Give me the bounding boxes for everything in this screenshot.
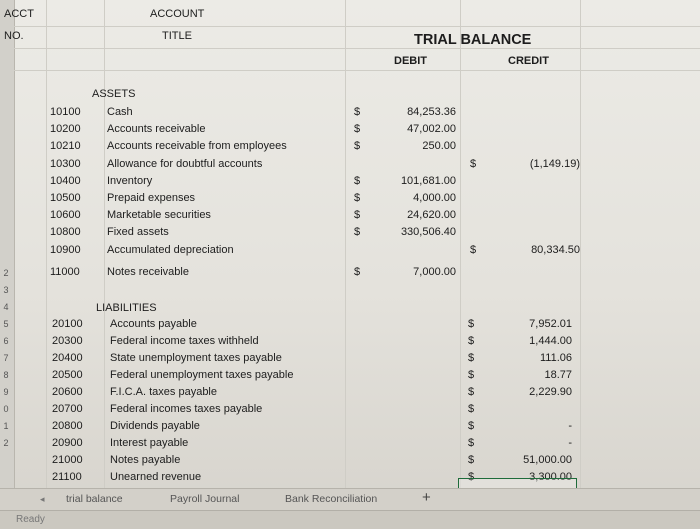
header-acct: ACCT [4,8,34,20]
account-number-cell: 20100 [52,318,83,330]
account-number-cell: 10900 [50,243,81,256]
account-title-cell: Allowance for doubtful accounts [107,157,263,170]
debit-currency-symbol: $ [354,106,361,118]
credit-currency-symbol: $ [468,352,475,364]
account-title-cell: Federal unemployment taxes payable [110,369,294,381]
debit-amount-cell: 4,000.00 [413,192,456,204]
account-number-cell: 20700 [52,403,83,415]
debit-currency-symbol: $ [354,192,361,204]
header-debit: DEBIT [394,55,427,67]
debit-currency-symbol: $ [354,209,361,222]
debit-amount-cell: 47,002.00 [407,123,456,136]
row-number[interactable]: 4 [3,302,9,312]
account-number-cell: 20500 [52,369,83,381]
debit-amount-cell: 330,506.40 [400,226,456,239]
tab-trial-balance[interactable]: trial balance [66,493,123,505]
credit-currency-symbol: $ [468,369,475,381]
account-number-cell: 20900 [52,437,83,449]
credit-amount-cell: 2,229.90 [529,386,572,398]
account-number-cell: 10400 [50,174,81,187]
credit-currency-symbol: $ [468,420,475,432]
debit-amount-cell: 24,620.00 [407,209,456,222]
credit-currency-symbol: $ [470,243,477,256]
account-number-cell: 20600 [52,386,83,398]
row-number[interactable]: 6 [3,336,9,346]
account-number-cell: 21000 [52,454,83,466]
credit-currency-symbol: $ [468,335,475,347]
account-title-cell: Notes receivable [107,265,189,278]
account-title-cell: Federal income taxes withheld [110,335,259,347]
debit-currency-symbol: $ [354,226,361,239]
credit-currency-symbol: $ [468,437,475,449]
debit-currency-symbol: $ [354,140,361,153]
account-number-cell: 11000 [50,265,80,278]
credit-amount-cell: 7,952.01 [529,318,572,330]
row-number[interactable]: 3 [3,285,9,295]
row-number[interactable]: 7 [3,353,9,363]
debit-currency-symbol: $ [354,174,361,187]
credit-currency-symbol: $ [470,157,477,170]
status-bar [0,510,700,529]
credit-currency-symbol: $ [468,454,475,466]
account-title-cell: Accounts receivable [107,123,206,136]
account-title-cell: F.I.C.A. taxes payable [110,386,217,398]
account-title-cell: Unearned revenue [110,471,202,483]
account-number-cell: 10100 [50,106,81,118]
credit-currency-symbol: $ [468,318,475,330]
tab-scroll-left-icon[interactable]: ◂ [40,494,45,504]
account-number-cell: 10300 [50,157,81,170]
row-number[interactable]: 2 [3,438,9,448]
account-title-cell: Marketable securities [107,209,211,222]
row-header-column[interactable] [0,0,15,500]
credit-amount-cell: - [568,437,572,449]
account-title-cell: Prepaid expenses [107,192,196,204]
account-title-cell: Notes payable [110,454,181,466]
account-title-cell: Dividends payable [110,420,200,432]
credit-amount-cell: 51,000.00 [523,454,572,466]
debit-currency-symbol: $ [354,123,361,136]
sheet-tab-bar [0,488,700,511]
credit-amount-cell: 1,444.00 [529,335,572,347]
account-title-cell: Inventory [107,174,153,187]
account-title-cell: Federal incomes taxes payable [110,403,263,415]
debit-amount-cell: 84,253.36 [407,106,456,118]
debit-currency-symbol: $ [354,265,361,278]
row-number[interactable]: 5 [3,319,9,329]
credit-amount-cell: - [568,420,572,432]
account-number-cell: 10210 [50,140,81,153]
row-number[interactable]: 2 [3,268,9,278]
liabilities-heading: LIABILITIES [96,302,157,314]
account-number-cell: 20400 [52,352,83,364]
status-text: Ready [16,514,45,525]
row-number[interactable]: 9 [3,387,9,397]
account-number-cell: 20800 [52,420,83,432]
row-number[interactable]: 0 [3,404,9,414]
account-number-cell: 10200 [50,123,81,136]
account-title-cell: Accounts payable [110,318,197,330]
debit-amount-cell: 250.00 [422,140,456,153]
account-title-cell: Cash [107,106,133,118]
account-number-cell: 10800 [50,226,81,239]
account-number-cell: 20300 [52,335,83,347]
account-number-cell: 10500 [50,192,81,204]
credit-amount-cell: 80,334.50 [531,243,580,256]
credit-currency-symbol: $ [468,403,475,415]
account-title-cell: Accumulated depreciation [107,243,234,256]
tab-payroll-journal[interactable]: Payroll Journal [170,493,240,505]
debit-amount-cell: 101,681.00 [400,174,456,187]
header-trial-balance: TRIAL BALANCE [414,32,532,48]
credit-amount-cell: 3,300.00 [529,471,572,483]
account-number-cell: 10600 [50,209,81,222]
account-title-cell: State unemployment taxes payable [110,352,282,364]
account-title-cell: Accounts receivable from employees [107,140,287,153]
row-number[interactable]: 8 [3,370,9,380]
header-credit: CREDIT [508,55,549,67]
credit-currency-symbol: $ [468,471,475,483]
account-title-cell: Fixed assets [107,226,169,239]
assets-heading: ASSETS [92,88,136,100]
credit-amount-cell: (1,149.19) [529,157,580,170]
header-title: TITLE [162,30,192,42]
credit-currency-symbol: $ [468,386,475,398]
row-number[interactable]: 1 [3,421,9,431]
add-sheet-button[interactable]: + [422,489,431,506]
account-title-cell: Interest payable [110,437,189,449]
header-account: ACCOUNT [150,8,205,20]
credit-amount-cell: 18.77 [544,369,572,381]
credit-amount-cell: 111.06 [539,352,572,364]
account-number-cell: 21100 [52,471,82,483]
header-no: NO. [4,30,24,42]
debit-amount-cell: 7,000.00 [413,265,456,278]
tab-bank-reconciliation[interactable]: Bank Reconciliation [285,493,378,505]
